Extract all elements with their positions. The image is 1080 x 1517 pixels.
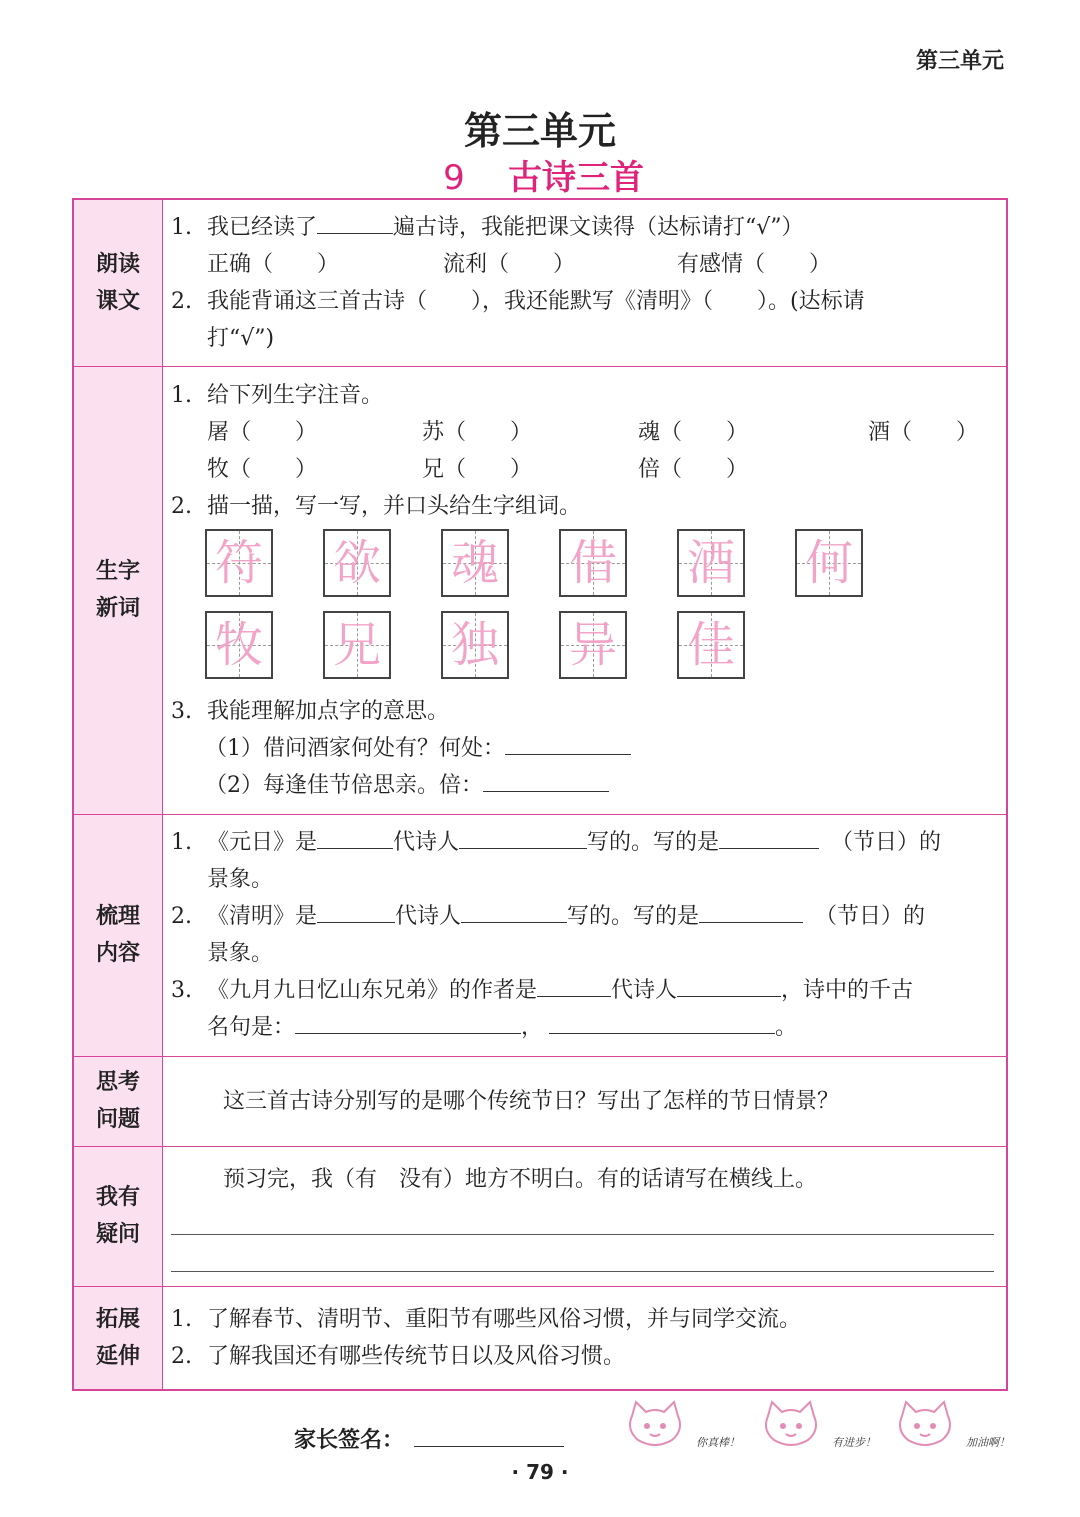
question-text: 代诗人 — [393, 830, 460, 855]
section-label — [73, 1286, 163, 1390]
sticker-caption: 你真棒！ — [696, 1436, 740, 1449]
tian-grid-cell[interactable] — [323, 529, 391, 597]
pinyin-item[interactable]: 牧（ ） — [207, 456, 318, 482]
question-text: 《清明》是 — [207, 904, 318, 929]
trace-char: 异 — [568, 616, 617, 673]
question-text: 我已经读了 — [207, 214, 318, 240]
question-text: ， — [521, 1015, 544, 1040]
question-text: 给下列生字注音。 — [207, 382, 384, 408]
question-text: 打“√”) — [207, 325, 275, 351]
section-sort — [73, 814, 1007, 1056]
question-text: （2）每逢佳节倍思亲。倍： — [205, 772, 483, 798]
pinyin-item[interactable]: 屠（ ） — [207, 419, 318, 445]
question-text: ，诗中的千古 — [781, 978, 914, 1003]
answer-blank[interactable] — [677, 972, 781, 997]
label-line: 思考 — [95, 1070, 140, 1095]
question-text: 景象。 — [207, 867, 274, 892]
question-text: 《元日》是 — [207, 830, 318, 855]
label-line: 我有 — [95, 1185, 140, 1210]
section-extend — [73, 1286, 1007, 1390]
question-number: 3. — [171, 978, 192, 1003]
tian-grid-cell[interactable] — [795, 529, 863, 597]
question-text: （节日）的 — [831, 830, 942, 855]
signature-blank[interactable] — [414, 1422, 564, 1447]
section-label — [73, 814, 163, 1056]
writing-line[interactable] — [171, 1198, 994, 1235]
question-text: 。 — [775, 1015, 798, 1040]
section-content — [163, 814, 1008, 1056]
answer-blank[interactable] — [461, 898, 567, 923]
cat-sticker — [756, 1396, 876, 1456]
question-text: 我能理解加点字的意思。 — [207, 698, 450, 724]
answer-blank[interactable] — [483, 767, 609, 792]
checkbox-option[interactable]: 有感情（ ） — [677, 251, 832, 277]
question-text: 代诗人 — [395, 904, 462, 929]
section-chars — [73, 366, 1007, 814]
trace-char: 借 — [568, 534, 617, 591]
answer-blank[interactable] — [549, 1009, 775, 1034]
cat-sticker — [890, 1396, 1010, 1456]
answer-blank[interactable] — [317, 209, 393, 234]
cat-icon — [620, 1396, 690, 1452]
question-text: 代诗人 — [611, 978, 678, 1003]
trace-char: 独 — [450, 616, 499, 673]
label-line: 问题 — [95, 1107, 140, 1132]
label-line: 梳理 — [95, 904, 140, 929]
cat-icon — [756, 1396, 826, 1452]
pinyin-item[interactable]: 酒（ ） — [868, 419, 979, 445]
section-label — [73, 366, 163, 814]
question-text: 《九月九日忆山东兄弟》的作者是 — [207, 978, 538, 1003]
trace-char: 欲 — [332, 534, 381, 591]
question-number: 1. — [171, 1306, 192, 1332]
answer-blank[interactable] — [459, 824, 587, 849]
question-text: 遍古诗，我能把课文读得（达标请打“√”） — [393, 214, 804, 240]
section-content — [163, 199, 1008, 366]
page-number: · 79 · — [511, 1460, 569, 1484]
trace-char: 何 — [804, 534, 853, 591]
signature-label: 家长签名： — [294, 1428, 405, 1453]
section-ask — [73, 1146, 1007, 1286]
sticker-caption: 加油啊！ — [966, 1436, 1010, 1449]
pinyin-item[interactable]: 兄（ ） — [422, 456, 533, 482]
question-number: 1. — [171, 830, 192, 855]
section-label — [73, 1056, 163, 1146]
section-label — [73, 1146, 163, 1286]
lesson-title — [0, 150, 1080, 199]
label-line: 生字 — [95, 559, 140, 584]
answer-blank[interactable] — [505, 730, 631, 755]
section-label — [73, 199, 163, 366]
writing-line[interactable] — [171, 1235, 994, 1272]
pinyin-item[interactable]: 魂（ ） — [638, 419, 749, 445]
header-unit: 第三单元 — [915, 49, 1004, 74]
answer-blank[interactable] — [317, 898, 395, 923]
section-content — [163, 366, 1008, 814]
checkbox-option[interactable]: 流利（ ） — [443, 251, 576, 277]
question-text: 描一描，写一写，并口头给生字组词。 — [207, 493, 582, 519]
label-line: 延伸 — [95, 1343, 140, 1369]
label-line: 疑问 — [95, 1222, 140, 1247]
section-content — [163, 1286, 1008, 1390]
answer-blank[interactable] — [699, 898, 803, 923]
trace-grid-row — [171, 529, 994, 597]
question-number: 1. — [171, 214, 192, 240]
question-number: 3. — [171, 698, 192, 724]
sticker-caption: 有进步！ — [832, 1436, 876, 1449]
question-number: 2. — [171, 904, 192, 929]
cat-icon — [890, 1396, 960, 1452]
trace-char: 兄 — [332, 616, 381, 673]
trace-char: 酒 — [686, 534, 735, 591]
question-text: （节日）的 — [815, 904, 926, 929]
section-read — [73, 199, 1007, 366]
question-text: 写的。写的是 — [567, 904, 700, 929]
answer-blank[interactable] — [719, 824, 819, 849]
lesson-number: 9 — [443, 158, 465, 198]
page-title: 第三单元 — [463, 109, 616, 153]
trace-char: 牧 — [214, 616, 263, 673]
tian-grid-cell[interactable] — [441, 529, 509, 597]
trace-grid-row — [171, 611, 994, 679]
question-number: 2. — [171, 493, 192, 519]
tian-grid-cell[interactable] — [559, 529, 627, 597]
tian-grid-cell[interactable] — [441, 611, 509, 679]
question-text: 我能背诵这三首古诗（ ），我还能默写《清明》（ ）。(达标请 — [207, 288, 865, 314]
tian-grid-cell[interactable] — [559, 611, 627, 679]
tian-grid-cell[interactable] — [205, 529, 273, 597]
answer-blank[interactable] — [537, 972, 611, 997]
question-text: 了解春节、清明节、重阳节有哪些风俗习惯，并与同学交流。 — [207, 1306, 802, 1332]
label-line: 内容 — [95, 941, 140, 966]
answer-blank[interactable] — [317, 824, 393, 849]
pinyin-item[interactable]: 苏（ ） — [422, 419, 533, 445]
tian-grid-cell[interactable] — [205, 611, 273, 679]
worksheet-table — [72, 198, 1008, 1391]
question-text: （1）借问酒家何处有？何处： — [205, 735, 505, 761]
question-number: 2. — [171, 1343, 192, 1369]
cat-sticker — [620, 1396, 740, 1456]
tian-grid-cell[interactable] — [323, 611, 391, 679]
question-number: 2. — [171, 288, 192, 314]
question-text: 这三首古诗分别写的是哪个传统节日？写出了怎样的节日情景？ — [223, 1088, 840, 1114]
label-line: 拓展 — [95, 1306, 140, 1332]
question-text: 名句是： — [207, 1015, 296, 1040]
lesson-name: 古诗三首 — [508, 158, 644, 198]
parent-signature — [294, 1422, 564, 1454]
answer-blank[interactable] — [295, 1009, 521, 1034]
pinyin-item[interactable]: 倍（ ） — [638, 456, 749, 482]
tian-grid-cell[interactable] — [677, 529, 745, 597]
question-text: 预习完，我（有 没有）地方不明白。有的话请写在横线上。 — [223, 1166, 818, 1192]
trace-char: 符 — [214, 534, 263, 591]
section-content — [163, 1146, 1008, 1286]
question-number: 1. — [171, 382, 192, 408]
section-think — [73, 1056, 1007, 1146]
trace-char: 佳 — [686, 616, 735, 673]
question-text: 了解我国还有哪些传统节日以及风俗习惯。 — [207, 1343, 626, 1369]
label-line: 新词 — [95, 596, 140, 621]
question-text: 景象。 — [207, 941, 274, 966]
label-line: 课文 — [95, 288, 140, 314]
tian-grid-cell[interactable] — [677, 611, 745, 679]
label-line: 朗读 — [95, 251, 140, 277]
section-content — [163, 1056, 1008, 1146]
question-text: 写的。写的是 — [587, 830, 720, 855]
checkbox-option[interactable]: 正确（ ） — [207, 251, 340, 277]
trace-char: 魂 — [450, 534, 499, 591]
